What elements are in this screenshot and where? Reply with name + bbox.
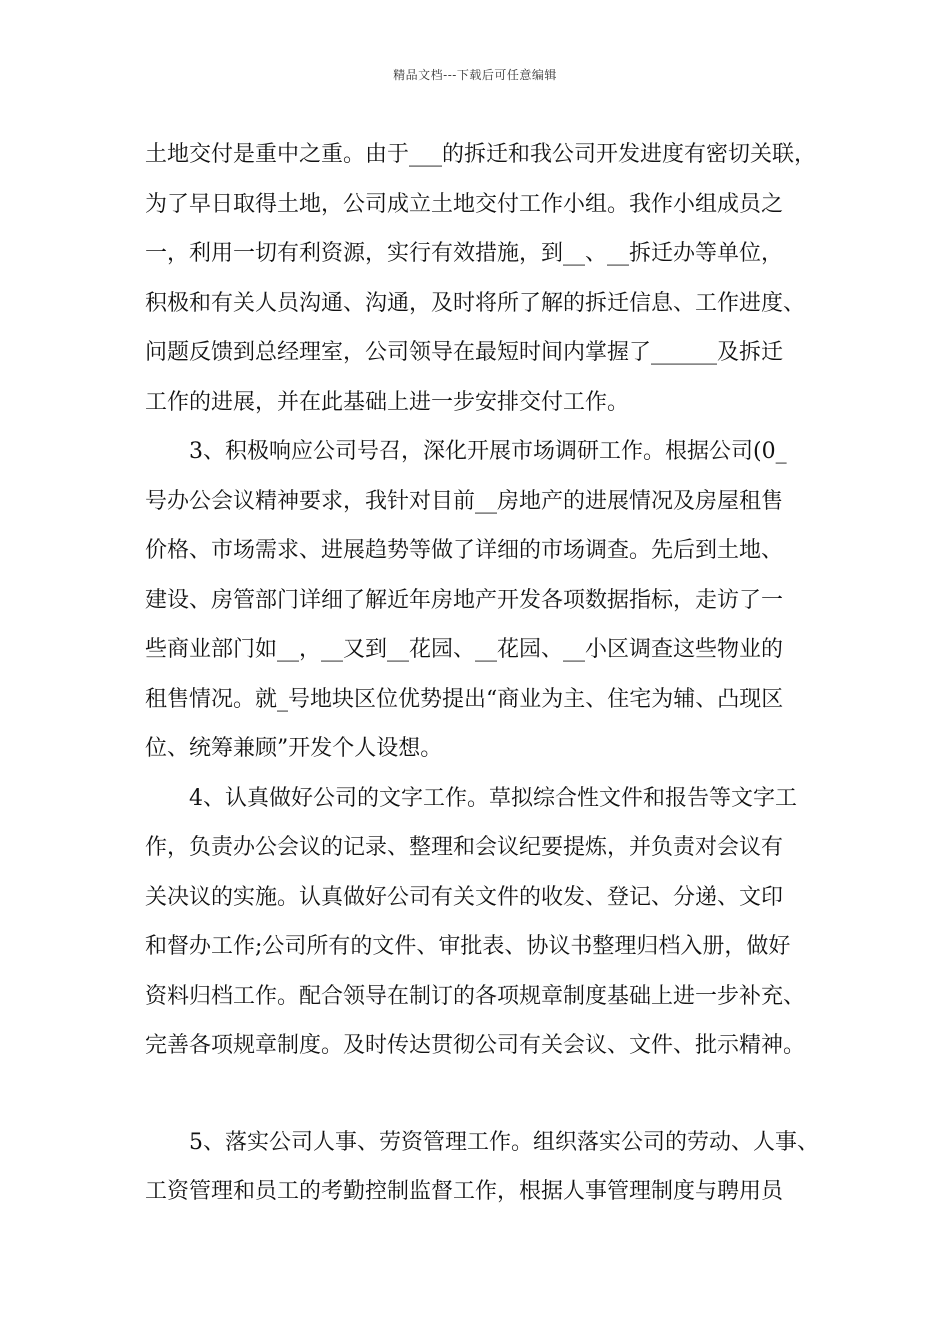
paragraph-5-start: 5、落实公司人事、劳资管理工作。组织落实公司的劳动、人事、 — [189, 1129, 819, 1155]
text-line: 土地交付是重中之重。由于___的拆迁和我公司开发进度有密切关联， — [145, 142, 817, 167]
text-line: 一，利用一切有利资源，实行有效措施，到__、__拆迁办等单位， — [145, 241, 784, 266]
text-line: 工作的进展，并在此基础上进一步安排交付工作。 — [145, 389, 630, 415]
text-line: 价格、市场需求、进展趋势等做了详细的市场调查。先后到土地、 — [145, 538, 784, 563]
text-line: 作，负责办公会议的记录、整理和会议纪要提炼，并负责对会议有 — [145, 835, 784, 860]
paragraph-3-start: 3、积极响应公司号召，深化开展市场调研工作。根据公司(0_ — [189, 439, 787, 464]
text-line: 问题反馈到总经理室，公司领导在最短时间内掌握了______及拆迁 — [145, 340, 784, 365]
paragraph-gap — [145, 1071, 835, 1118]
text-line: 租售情况。就_号地块区位优势提出“商业为主、住宅为辅、凸现区 — [145, 686, 784, 712]
text-line: 为了早日取得土地，公司成立土地交付工作小组。我作小组成员之 — [145, 191, 784, 217]
text-line: 建设、房管部门详细了解近年房地产开发各项数据指标，走访了一 — [145, 587, 784, 613]
text-line: 位、统筹兼顾”开发个人设想。 — [145, 736, 443, 761]
text-line: 工资管理和员工的考勤控制监督工作，根据人事管理制度与聘用员 — [145, 1179, 784, 1204]
text-line: 和督办工作;公司所有的文件、审批表、协议书整理归档入册，做好 — [145, 934, 791, 959]
document-body — [145, 130, 835, 1217]
text-line: 积极和有关人员沟通、沟通，及时将所了解的拆迁信息、工作进度、 — [145, 290, 806, 316]
page-header: 精品文档---下载后可任意编辑 — [393, 68, 557, 82]
paragraph-4-start: 4、认真做好公司的文字工作。草拟综合性文件和报告等文字工 — [189, 785, 797, 811]
text-line: 完善各项规章制度。及时传达贯彻公司有关会议、文件、批示精神。 — [145, 1033, 806, 1058]
text-line: 号办公会议精神要求，我针对目前__房地产的进展情况及房屋租售 — [145, 488, 784, 514]
text-line: 关决议的实施。认真做好公司有关文件的收发、登记、分递、文印 — [145, 884, 784, 910]
text-line: 资料归档工作。配合领导在制订的各项规章制度基础上进一步补充、 — [145, 983, 806, 1009]
text-line: 些商业部门如__，__又到__花园、__花园、__小区调查这些物业的 — [145, 637, 784, 662]
